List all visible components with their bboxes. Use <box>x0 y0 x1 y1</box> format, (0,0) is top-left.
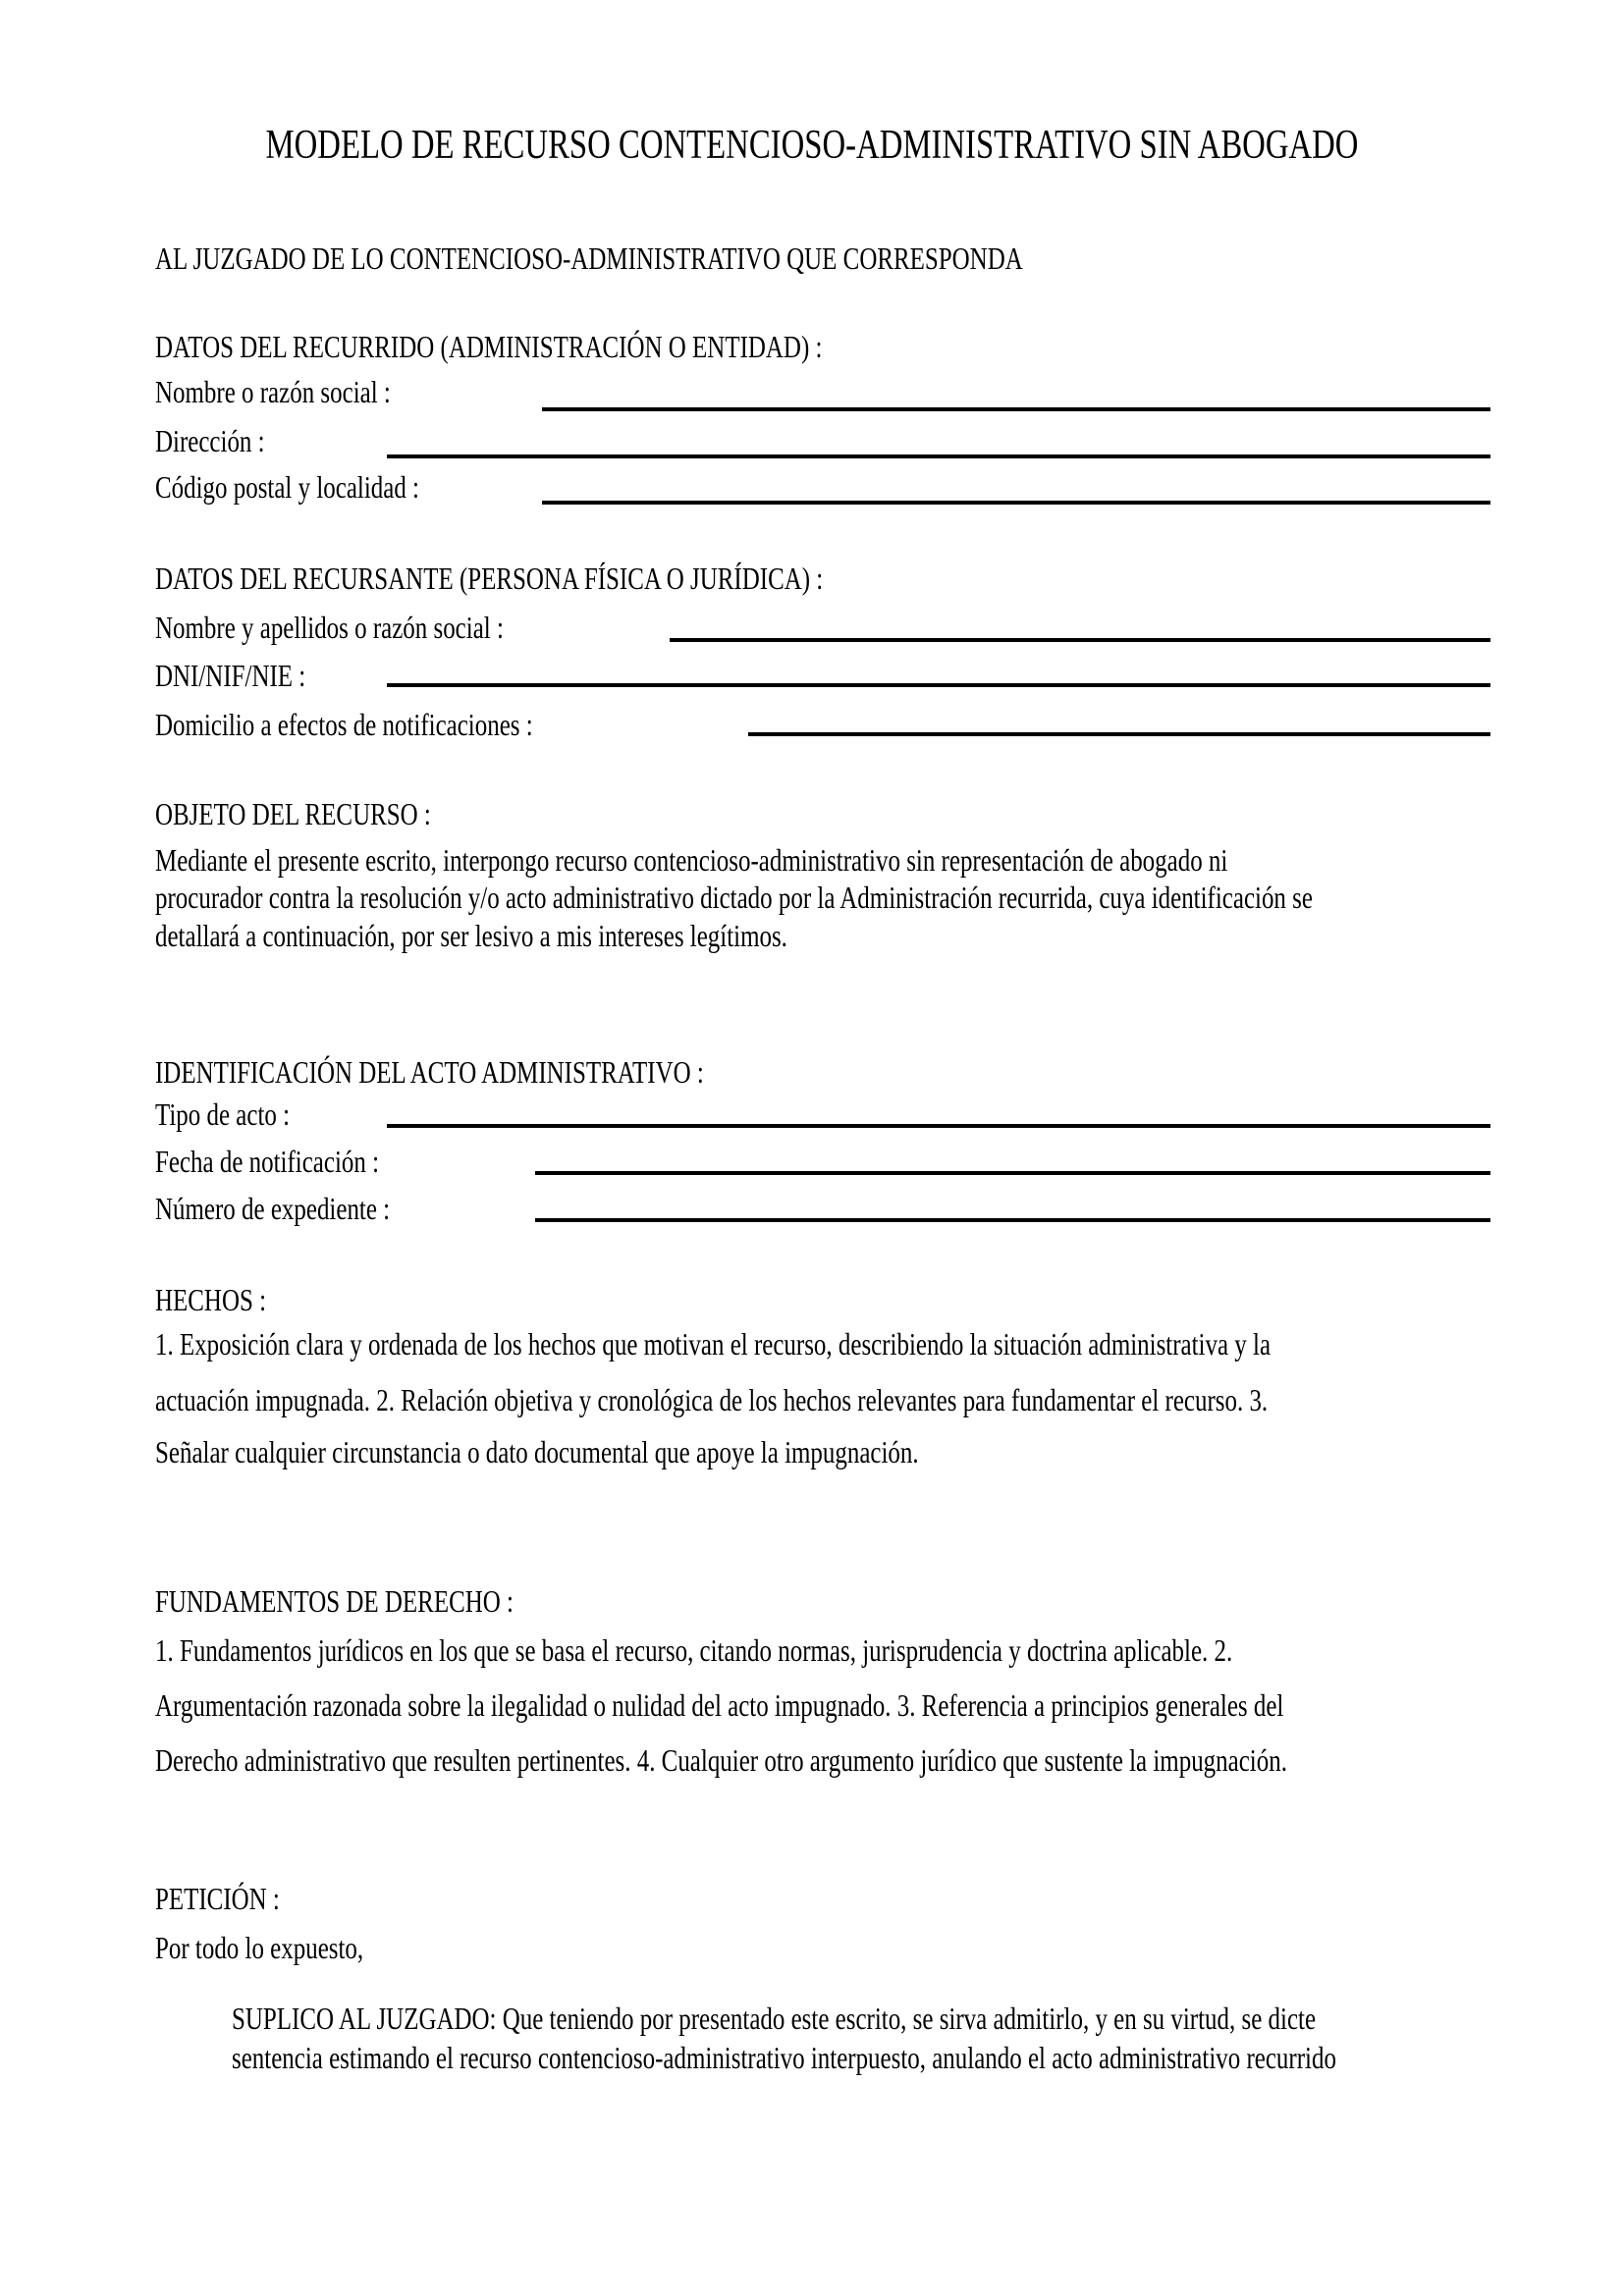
field-label-direccion: Dirección : <box>155 423 265 458</box>
suplico-paragraph-line: sentencia estimando el recurso contencioso-administrativo interpuesto, anulando el acto administrativo recurrido <box>232 2040 1336 2075</box>
hechos-paragraph-line: 1. Exposición clara y ordenada de los hechos que motivan el recurso, describiendo la situación administrativa y la <box>155 1326 1272 1362</box>
field-label-nombre-apellidos: Nombre y apellidos o razón social : <box>155 610 504 645</box>
hechos-paragraph-line: actuación impugnada. 2. Relación objetiva y cronológica de los hechos relevantes para fundamentar el recurso. 3. <box>155 1382 1269 1417</box>
recursante-heading: DATOS DEL RECURSANTE (PERSONA FÍSICA O JURÍDICA) : <box>155 561 824 596</box>
field-line-domicilio <box>748 732 1490 736</box>
field-line-codigo-postal <box>542 501 1490 505</box>
field-line-tipo-acto <box>387 1124 1490 1128</box>
field-line-fecha-notificacion <box>535 1171 1490 1175</box>
hechos-heading: HECHOS : <box>155 1282 267 1317</box>
document-title: MODELO DE RECURSO CONTENCIOSO-ADMINISTRATIVO SIN ABOGADO <box>265 123 1359 168</box>
field-line-direccion <box>387 454 1490 458</box>
addressee-line: AL JUZGADO DE LO CONTENCIOSO-ADMINISTRATIVO QUE CORRESPONDA <box>155 240 1023 276</box>
fundamentos-paragraph-line: 1. Fundamentos jurídicos en los que se basa el recurso, citando normas, jurisprudencia y doctrina aplicable. 2. <box>155 1632 1233 1668</box>
field-label-nombre-razon-social: Nombre o razón social : <box>155 374 391 409</box>
identificacion-heading: IDENTIFICACIÓN DEL ACTO ADMINISTRATIVO : <box>155 1054 704 1090</box>
field-line-numero-expediente <box>535 1218 1490 1222</box>
field-line-nombre-apellidos <box>670 638 1490 642</box>
objeto-heading: OBJETO DEL RECURSO : <box>155 796 431 831</box>
field-line-nombre-razon-social <box>542 407 1490 411</box>
suplico-paragraph-line: SUPLICO AL JUZGADO: Que teniendo por presentado este escrito, se sirva admitirlo, y en su virtud, se dicte <box>232 2001 1317 2036</box>
field-label-dni: DNI/NIF/NIE : <box>155 658 306 693</box>
field-line-dni <box>387 683 1490 687</box>
objeto-paragraph-line: Mediante el presente escrito, interpongo recurso contencioso-administrativo sin representación de abogado ni <box>155 842 1228 878</box>
field-label-codigo-postal: Código postal y localidad : <box>155 469 419 505</box>
field-label-numero-expediente: Número de expediente : <box>155 1191 391 1226</box>
peticion-heading: PETICIÓN : <box>155 1881 280 1916</box>
objeto-paragraph-line: procurador contra la resolución y/o acto administrativo dictado por la Administración recurrida, cuya identificación se <box>155 880 1313 915</box>
fundamentos-heading: FUNDAMENTOS DE DERECHO : <box>155 1583 514 1619</box>
objeto-paragraph-line: detallará a continuación, por ser lesivo a mis intereses legítimos. <box>155 918 787 953</box>
field-label-domicilio: Domicilio a efectos de notificaciones : <box>155 707 533 742</box>
peticion-intro: Por todo lo expuesto, <box>155 1930 364 1965</box>
fundamentos-paragraph-line: Derecho administrativo que resulten pertinentes. 4. Cualquier otro argumento jurídico que sustente la impugnación. <box>155 1742 1287 1778</box>
recurrido-heading: DATOS DEL RECURRIDO (ADMINISTRACIÓN O ENTIDAD) : <box>155 329 823 364</box>
hechos-paragraph-line: Señalar cualquier circunstancia o dato documental que apoye la impugnación. <box>155 1434 919 1469</box>
fundamentos-paragraph-line: Argumentación razonada sobre la ilegalidad o nulidad del acto impugnado. 3. Referencia a principios generales del <box>155 1687 1284 1723</box>
field-label-fecha-notificacion: Fecha de notificación : <box>155 1144 380 1179</box>
field-label-tipo-acto: Tipo de acto : <box>155 1096 291 1132</box>
